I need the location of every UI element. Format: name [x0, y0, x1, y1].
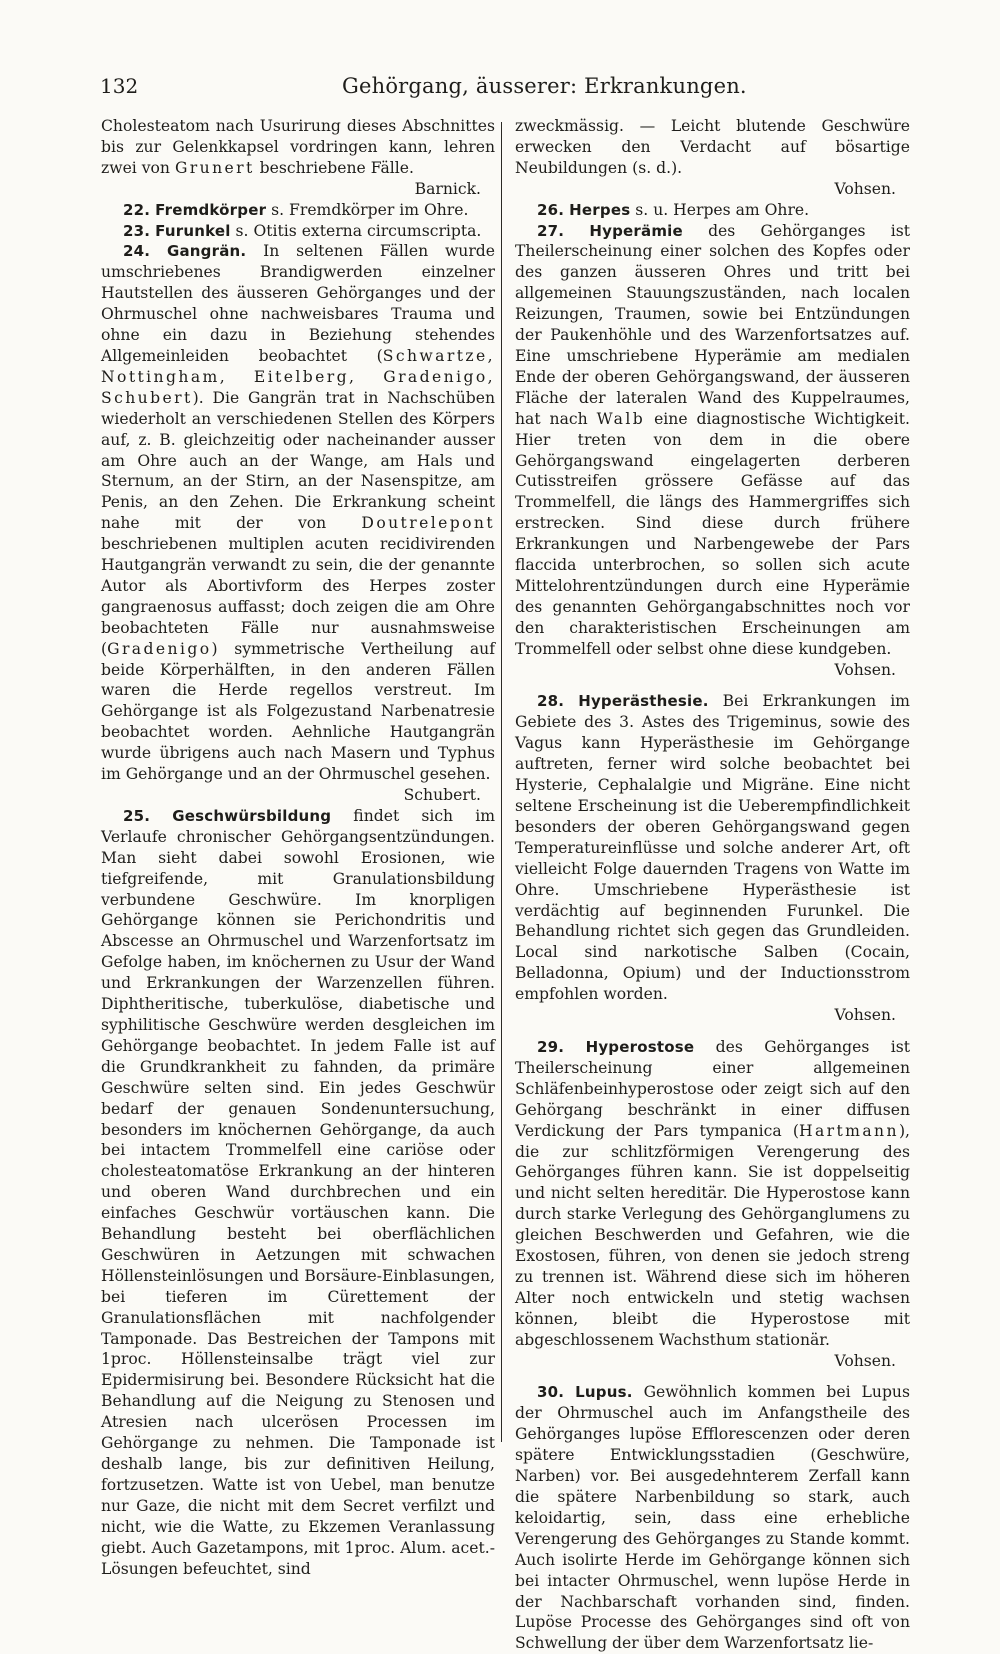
continued-paragraph: zweckmässig. — Leicht blutende Geschwüre erwecken den Verdacht auf bösartige Neubildungen (s. d.).: [515, 117, 910, 177]
signature: Vohsen.: [834, 1351, 896, 1370]
column-divider: [501, 122, 502, 1442]
entry-text: findet sich im Verlaufe chronischer Gehörgangsentzündungen. Man sieht dabei sowohl Erosionen, wie tiefgreifende, mit Granulationsbildung verbundene Geschwüre. Im knorpligen Gehörgange können sie Perichondritis und Abscesse an Ohrmuschel und Warzenfortsatz im Gefolge haben, im knöchernen zu Usur der Wand und Erkrankungen der Warzenzellen führen. Diphtheritische, tuberkulöse, diabetische und syphilitische Geschwüre werden desgleichen im Gehörgange beobachtet. In jedem Falle ist auf die Grundkrankheit zu fahnden, da primäre Geschwüre selten sind. Ein jedes Geschwür bedarf der genauen Sondenuntersuchung, besonders im knöchernen Gehörgange, da auch bei intactem Trommelfell eine cariöse oder cholesteatomatöse Erkrankung an der hinteren und oberen Wand durchbrechen und ein einfaches Geschwür vortäuschen kann. Die Behandlung besteht bei oberflächlichen Geschwüren in Aetzungen mit schwachen Höllensteinlösungen und Borsäure-Einblasungen, bei tieferen im Cürettement der Granulationsflächen mit nachfolgender Tamponade. Das Bestreichen der Tampons mit 1proc. Höllensteinsalbe trägt viel zur Epidermisirung bei. Besondere Rücksicht hat die Behandlung auf die Neigung zu Stenosen und Atresien nach ulcerösen Processen im Gehörgange zu nehmen. Die Tamponade ist deshalb lange, bis zur definitiven Heilung, fortzusetzen. Watte ist von Uebel, man benutze nur Gaze, die nicht mit dem Secret verfilzt und nicht, wie die Watte, zu Ekzemen Veranlassung giebt. Auch Gazetampons, mit 1proc. Alum. acet.-Lösungen befeuchtet, sind: [101, 806, 495, 1578]
spacer: [515, 1371, 910, 1382]
continued-paragraph: [101, 116, 495, 179]
entry-number: 27.: [537, 221, 565, 240]
entry-number: 25.: [123, 806, 151, 825]
entry-number: 24.: [123, 242, 151, 261]
entry-24: [101, 241, 495, 785]
author-name: Grunert: [174, 158, 255, 177]
entry-heading: Fremdkörper: [155, 200, 267, 219]
entry-text: eine diagnostische Wichtigkeit. Hier treten von dem in die obere Gehörgangswand eingelagerten derberen Cutisstreifen grössere Gefässe auf das Trommelfell, die längs des Hammergriffes sich erstrecken. Sind diese durch frühere Erkrankungen und Narbengewebe der Pars flaccida unterbrochen, so sollen sich acute Mittelohrentzündungen durch eine Hyperämie des genannten Gehörgangabschnittes noch vor den charakteristischen Erscheinungen am Trommelfell oder selbst ohne diese kundgeben.: [515, 409, 910, 658]
entry-28: [515, 691, 910, 1005]
entry-text: ), die zur schlitzförmigen Verengerung des Gehörganges führen kann. Sie ist doppelseitig und nicht selten hereditär. Die Hyperostose kann durch starke Verlegung des Gehörganglumens zu gleichen Beschwerden und Gefahren, wie die Exostosen, führen, von denen sie jedoch streng zu trennen ist. Während diese sich im höheren Alter noch entwickeln und stetig wachsen können, bleibt die Hyperostose mit abgeschlossenem Wachsthum stationär.: [515, 1121, 910, 1349]
entry-26: [515, 200, 910, 221]
entry-22: [101, 200, 495, 221]
right-column: [515, 116, 910, 1654]
author-name: Hartmann: [798, 1121, 899, 1140]
entry-text: Bei Erkrankungen im Gebiete des 3. Astes des Trigeminus, sowie des Vagus kann Hyperästhesie im Gehörgange auftreten, ferner wird solche beobachtet bei Hysterie, Cephalalgie und Migräne. Eine nicht seltene Erscheinung ist die Ueberempfindlichkeit besonders der oberen Gehörgangswand gegen Temperatureinflüsse und solche anderer Art, oft vielleicht Folge dauernden Tragens von Watte im Ohre. Umschriebene Hyperästhesie ist verdächtig auf beginnenden Furunkel. Die Behandlung richtet sich gegen das Grundleiden. Local sind narkotische Salben (Cocain, Belladonna, Opium) und der Inductionsstrom empfohlen worden.: [515, 692, 910, 1004]
entry-30: [515, 1382, 910, 1654]
entry-number: 29.: [537, 1037, 565, 1056]
spacer: [515, 1026, 910, 1037]
author-name: Doutrelepont: [361, 514, 495, 533]
entry-text: ) symmetrische Vertheilung auf beide Körperhälften, in den anderen Fällen waren die Herde regellos verstreut. Im Gehörgange ist als Folgezustand Narbenatresie beobachtet worden. Aehnliche Hautgangrän wurde übrigens auch nach Masern und Typhus im Gehörgange und an der Ohrmuschel gesehen.: [101, 639, 495, 784]
author-name: Walb: [596, 409, 646, 428]
entry-number: 26.: [537, 200, 565, 219]
entry-number: 22.: [123, 200, 151, 219]
entry-23: [101, 221, 495, 242]
entry-text: des Gehörganges ist Theilerscheinung einer allgemeinen Schläfenbeinhyperostose oder zeigt sich auf den Gehörgang beschränkt in einer diffusen Verdickung der Pars tympanica (: [515, 1037, 910, 1140]
entry-heading: Furunkel: [155, 221, 231, 240]
entry-25: [101, 806, 495, 1580]
author-names: Schwartze, Nottingham, Eitelberg, Gradenigo, Schubert: [101, 346, 495, 407]
entry-text: Gewöhnlich kommen bei Lupus der Ohrmuschel auch im Anfangstheile des Gehörganges lupöse Efflorescenzen oder deren spätere Entwicklungsstadien (Geschwüre, Narben) vor. Bei ausgedehnterem Zerfall kann die spätere Narbenbildung so stark, auch keloidartig, sein, dass eine erhebliche Verengerung des Gehörganges zu Stande kommt. Auch isolirte Herde im Gehörgange können sich bei intacter Ohrmuschel, wenn lupöse Herde in der Nachbarschaft vorhanden sind, finden. Lupöse Processe des Gehörganges sind oft von Schwellung der über dem Warzenfortsatz lie-: [515, 1383, 910, 1653]
signature: Vohsen.: [834, 179, 896, 198]
entry-number: 30.: [537, 1383, 565, 1402]
entry-heading: Hyperästhesie.: [578, 692, 709, 711]
page-number: 132: [100, 74, 139, 98]
entry-27: [515, 221, 910, 660]
entry-text: beschriebenen multiplen acuten recidivirenden Hautgangrän verwandt zu sein, die der genannte Autor als Abortivform des Herpes zoster gangraenosus auffasst; doch zeigen die am Ohre beobachteten Fälle nur ausnahmsweise (: [101, 535, 495, 658]
entry-29: [515, 1037, 910, 1351]
entry-text: des Gehörganges ist Theilerscheinung einer solchen des Kopfes oder des ganzen äusseren Ohres und tritt bei allgemeinen Stauungszuständen, nach localen Reizungen, Traumen, sowie bei Entzündungen der Paukenhöhle und des Warzenfortsatzes auf. Eine umschriebene Hyperämie am medialen Ende der oberen Gehörgangswand, der äusseren Fläche der lateralen Wand des Kuppelraumes, hat nach: [515, 221, 910, 428]
entry-text: ). Die Gangrän trat in Nachschüben wiederholt an verschiedenen Stellen des Körpers auf, z. B. gleichzeitig oder nacheinander ausser am Ohre auch an der Wange, am Hals und Sternum, an der Stirn, an der Nasenspitze, am Penis, an den Zehen. Die Erkrankung scheint nahe mit der von: [101, 388, 495, 533]
signature: Vohsen.: [834, 1006, 896, 1025]
entry-heading: Geschwürsbildung: [172, 806, 332, 825]
entry-heading: Hyperostose: [585, 1037, 695, 1056]
entry-heading: Gangrän.: [166, 242, 247, 261]
signature: Schubert.: [403, 786, 481, 804]
left-column: [101, 116, 495, 1579]
entry-number: 28.: [537, 692, 565, 711]
entry-text: s. u. Herpes am Ohre.: [630, 200, 810, 219]
spacer: [515, 680, 910, 691]
entry-text: s. Fremdkörper im Ohre.: [266, 200, 469, 219]
author-name: Gradenigo: [107, 639, 212, 658]
signature: Barnick.: [414, 179, 481, 198]
entry-heading: Herpes: [569, 200, 631, 219]
entry-heading: Hyperämie: [589, 221, 683, 240]
entry-number: 23.: [123, 221, 151, 240]
entry-text: s. Otitis externa circumscripta.: [230, 221, 482, 240]
entry-text: In seltenen Fällen wurde umschriebenes Brandigwerden einzelner Hautstellen des äusseren Gehörganges und der Ohrmuschel ohne nachweisbares Trauma und ohne ein dazu in Beziehung stehendes Allgemeinleiden beobachtet (: [101, 242, 495, 365]
entry-heading: Lupus.: [575, 1383, 633, 1402]
text: Cholesteatom nach Usurirung dieses Abschnittes bis zur Gelenkkapsel vordringen kann, lehren zwei von: [101, 117, 495, 177]
text: beschriebene Fälle.: [254, 158, 414, 177]
running-title: Gehörgang, äusserer: Erkrankungen.: [342, 74, 747, 98]
signature: Vohsen.: [834, 660, 896, 679]
